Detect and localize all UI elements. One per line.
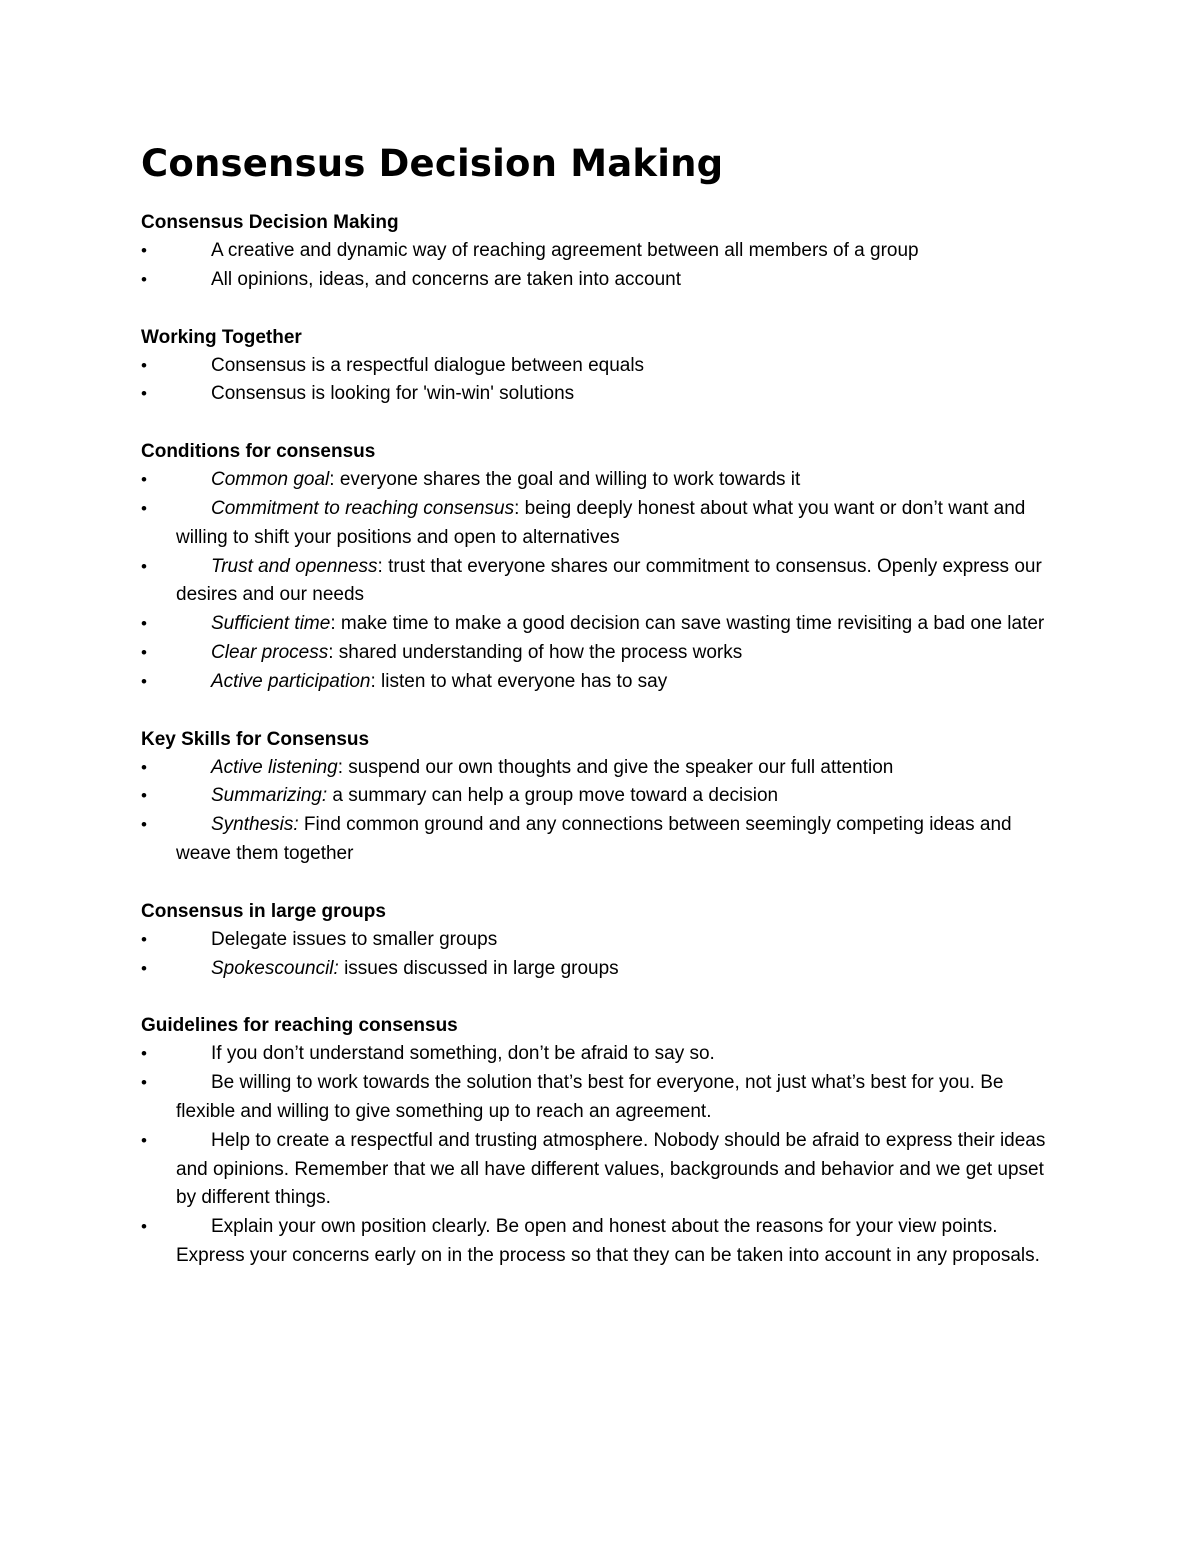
item-text: Help to create a respectful and trusting atmosphere. Nobody should be afraid to express their ideas and opinions. Remember that we all have different values, backgrounds and behavior and we get upset by different things. xyxy=(176,1129,1046,1209)
section xyxy=(141,897,1061,984)
document-body xyxy=(141,208,1061,1271)
list-item xyxy=(141,380,1061,409)
document-title: Consensus Decision Making xyxy=(141,142,724,185)
section-heading: Consensus Decision Making xyxy=(141,212,399,233)
list-item xyxy=(141,1040,1061,1069)
item-text: : trust that everyone shares our commitment to consensus. Openly express our desires and our needs xyxy=(176,555,1042,606)
bullet-icon: • xyxy=(141,355,147,375)
bullet-icon: • xyxy=(141,786,147,806)
bullet-icon: • xyxy=(141,671,147,691)
item-term: Common goal xyxy=(211,469,330,491)
bullet-icon: • xyxy=(141,958,147,978)
bullet-icon: • xyxy=(141,556,147,576)
bullet-icon: • xyxy=(141,642,147,662)
bullet-list xyxy=(141,754,1061,869)
item-text: A creative and dynamic way of reaching agreement between all members of a group xyxy=(211,240,919,261)
item-text: : make time to make a good decision can save wasting time revisiting a bad one later xyxy=(330,613,1045,635)
item-term: Sufficient time xyxy=(211,613,331,635)
bullet-list xyxy=(141,237,1061,295)
bullet-list xyxy=(141,926,1061,984)
item-text: Delegate issues to smaller groups xyxy=(211,928,498,950)
bullet-list xyxy=(141,352,1061,410)
list-item xyxy=(141,1213,1061,1271)
list-item xyxy=(141,639,1061,668)
item-term: Active participation xyxy=(211,670,371,692)
item-term: Trust and openness xyxy=(211,555,378,577)
bullet-list xyxy=(141,1040,1061,1270)
list-item xyxy=(141,553,1061,611)
section-heading: Guidelines for reaching consensus xyxy=(141,1015,458,1037)
document-page xyxy=(141,140,1061,1299)
list-item xyxy=(141,811,1061,869)
bullet-icon: • xyxy=(141,1073,147,1093)
section xyxy=(141,725,1061,869)
list-item xyxy=(141,237,1061,266)
item-term: Spokescouncil: xyxy=(211,957,339,979)
bullet-icon: • xyxy=(141,614,147,634)
bullet-icon: • xyxy=(141,384,147,404)
list-item xyxy=(141,466,1061,495)
bullet-icon: • xyxy=(141,929,147,949)
bullet-icon: • xyxy=(141,241,147,260)
item-text: issues discussed in large groups xyxy=(338,957,619,979)
bullet-icon: • xyxy=(141,1130,147,1150)
bullet-icon: • xyxy=(141,498,147,518)
list-item xyxy=(141,782,1061,811)
item-text: : suspend our own thoughts and give the speaker our full attention xyxy=(337,756,894,778)
list-item xyxy=(141,1127,1061,1213)
item-text: : being deeply honest about what you want or don’t want and willing to shift your positions and open to alternatives xyxy=(176,497,1026,548)
list-item xyxy=(141,926,1061,955)
item-text: : listen to what everyone has to say xyxy=(370,670,668,692)
bullet-icon: • xyxy=(141,470,147,490)
bullet-icon: • xyxy=(141,269,147,289)
list-item xyxy=(141,668,1061,697)
list-item xyxy=(141,1069,1061,1127)
item-text: Be willing to work towards the solution that’s best for everyone, not just what’s best for you. Be flexible and willing to give something up to reach an agreement. xyxy=(176,1072,1004,1122)
section xyxy=(141,208,1061,295)
item-text: Consensus is looking for 'win-win' solutions xyxy=(211,383,575,405)
item-text: : shared understanding of how the process works xyxy=(328,641,743,663)
item-term: Synthesis: xyxy=(211,814,299,836)
item-term: Commitment to reaching consensus xyxy=(211,497,515,519)
bullet-icon: • xyxy=(141,815,147,835)
list-item xyxy=(141,495,1061,553)
section xyxy=(141,437,1061,696)
item-text: a summary can help a group move toward a decision xyxy=(327,785,779,807)
section xyxy=(141,1011,1061,1270)
list-item xyxy=(141,754,1061,783)
item-text: Explain your own position clearly. Be open and honest about the reasons for your view points. Express your concerns early on in the process so that they can be taken into account in any proposals. xyxy=(176,1216,1040,1266)
list-item xyxy=(141,955,1061,984)
list-item xyxy=(141,610,1061,639)
bullet-icon: • xyxy=(141,1217,147,1237)
item-text: All opinions, ideas, and concerns are taken into account xyxy=(211,268,682,290)
bullet-icon: • xyxy=(141,1044,147,1064)
item-term: Active listening xyxy=(211,756,338,778)
list-item xyxy=(141,266,1061,295)
item-text: Find common ground and any connections between seemingly competing ideas and weave them together xyxy=(176,814,1012,864)
list-item xyxy=(141,352,1061,381)
item-text: Consensus is a respectful dialogue between equals xyxy=(211,354,645,376)
item-term: Summarizing: xyxy=(211,785,328,807)
bullet-icon: • xyxy=(141,757,147,777)
section-heading: Conditions for consensus xyxy=(141,441,376,463)
item-text: If you don’t understand something, don’t be afraid to say so. xyxy=(211,1043,715,1065)
bullet-list xyxy=(141,466,1061,696)
item-term: Clear process xyxy=(211,641,329,663)
section-heading: Consensus in large groups xyxy=(141,900,386,922)
item-text: : everyone shares the goal and willing to work towards it xyxy=(329,469,801,491)
section xyxy=(141,323,1061,410)
section-heading: Key Skills for Consensus xyxy=(141,728,370,750)
section-heading: Working Together xyxy=(141,326,302,348)
